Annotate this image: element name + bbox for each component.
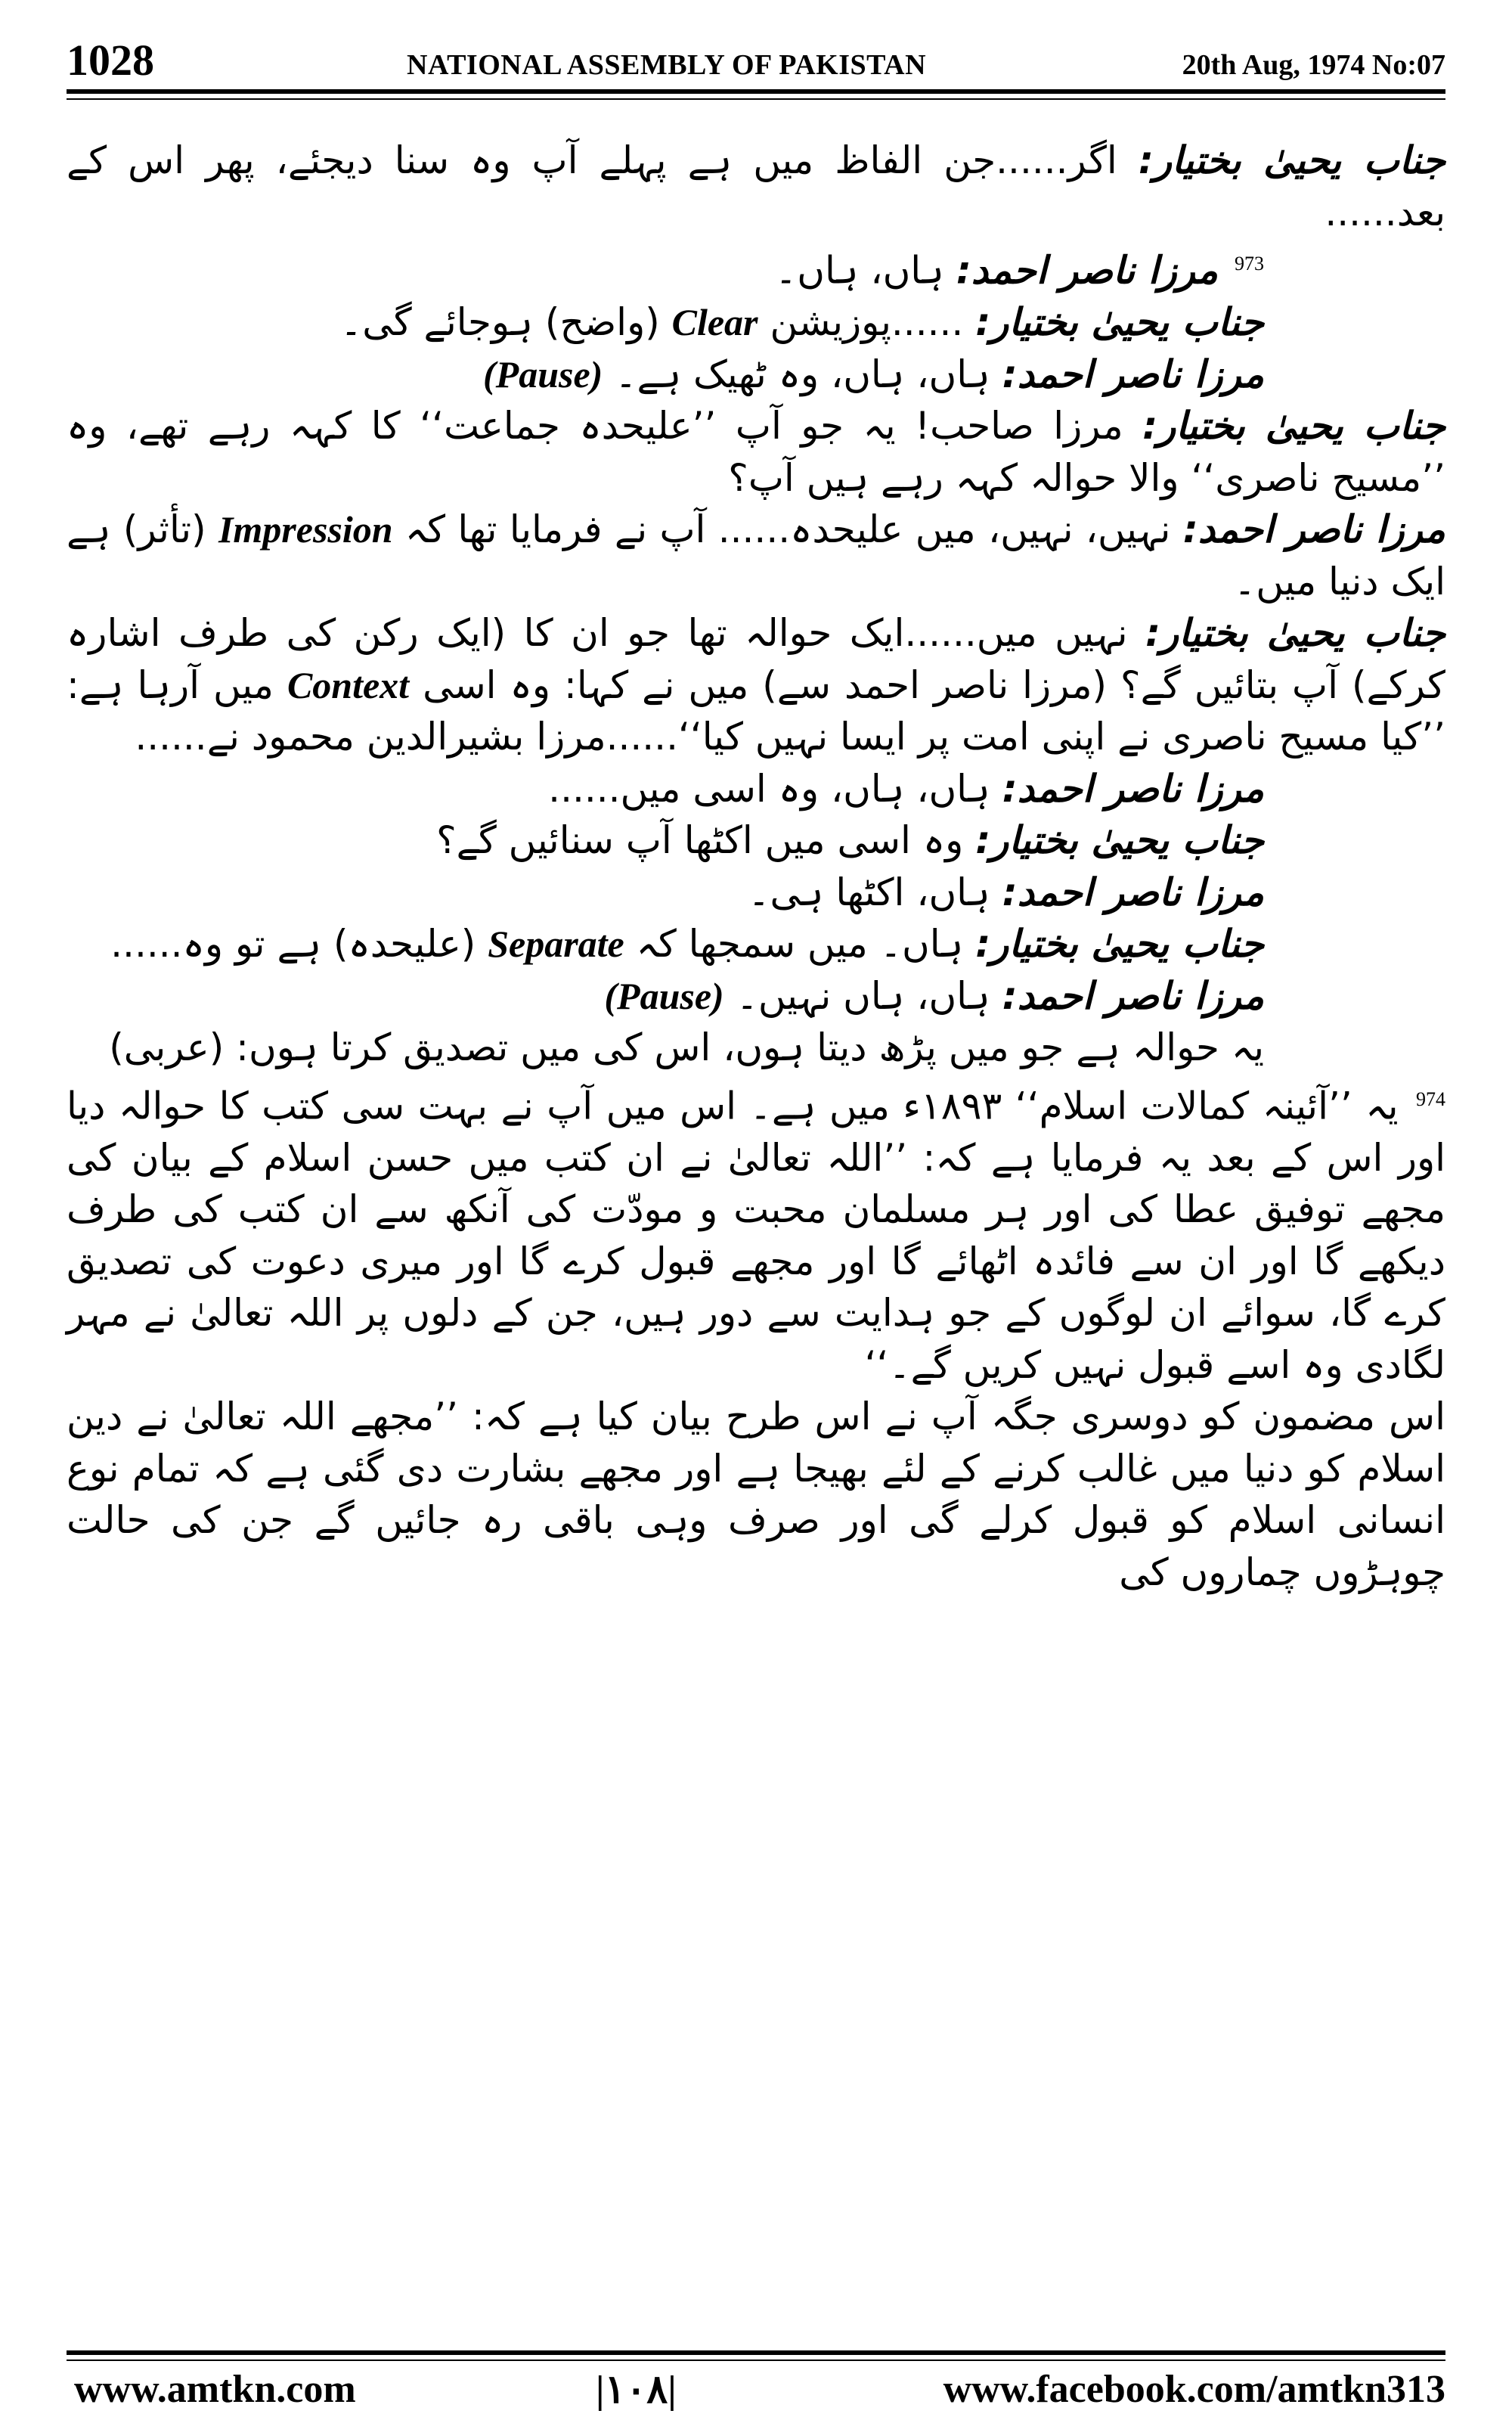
paragraph-text: یہ ’’آئینہ کمالات اسلام‘‘ ۱۸۹۳ء میں ہے۔ اس میں آپ نے بہت سی کتب کا حوالہ دیا اور اس کے بعد یہ فرمایا ہے کہ: ’’اللہ تعالیٰ نے ان کتب میں حسن اسلام کے بیان کی مجھے توفیق عطا کی اور ہر مسلمان محبت و مودّت کی آنکھ سے ان کتب کی طرف دیکھے گا اور ان سے فائدہ اٹھائے گا اور مجھے قبول کرے گا اور میری دعوت کی تصدیق کرے گا، سوائے ان لوگوں کے جو ہدایت سے دور ہیں، جن کے دلوں پر اللہ تعالیٰ نے مہر لگادی وہ اسے قبول نہیں کریں گے۔‘‘ — [67, 1084, 1445, 1387]
dialog-line-2 — [67, 238, 1445, 296]
website-link[interactable]: www.amtkn.com — [74, 2368, 356, 2411]
speaker-label: مرزا ناصر احمد: — [1002, 870, 1264, 914]
dialog-text: (علیحدہ) ہے تو وہ...... — [110, 922, 476, 966]
english-term: Clear — [671, 301, 758, 344]
dialog-line-9 — [67, 814, 1445, 867]
dialog-line-1 — [67, 135, 1445, 238]
footnote-marker: 974 — [1416, 1087, 1445, 1110]
header-date: 20th Aug, 1974 No:07 — [1182, 49, 1445, 81]
dialog-text: (تأثر) ہے ایک دنیا میں۔ — [67, 507, 1445, 603]
dialog-line-3 — [67, 296, 1445, 349]
speaker-label: مرزا ناصر احمد: — [956, 248, 1219, 293]
dialog-line-12 — [67, 970, 1445, 1022]
footer-rule — [67, 2350, 1445, 2361]
page-header — [67, 23, 1445, 91]
speaker-label: مرزا ناصر احمد: — [1002, 766, 1264, 811]
dialog-text: ہاں، ہاں، وہ ٹھیک ہے۔ — [615, 352, 990, 396]
dialog-line-4 — [67, 349, 1445, 401]
footnote-marker: 973 — [1235, 253, 1264, 275]
dialog-text: ہاں، ہاں نہیں۔ — [736, 973, 990, 1018]
speaker-label: مرزا ناصر احمد: — [1002, 973, 1264, 1018]
speaker-label: جناب یحییٰ بختیار: — [975, 300, 1264, 345]
paragraph-2 — [67, 1074, 1445, 1392]
dialog-text: میں آرہا ہے: ’’کیا مسیح ناصری نے اپنی امت پر ایسا نہیں کیا‘‘......مرزا بشیرالدین محمود نے...... — [67, 662, 1445, 759]
english-term: Separate — [488, 923, 624, 966]
dialog-line-5 — [67, 400, 1445, 504]
english-term: (Pause) — [604, 974, 724, 1017]
dialog-text: (واضح) ہوجائے گی۔ — [339, 300, 660, 345]
speaker-label: جناب یحییٰ بختیار: — [975, 922, 1264, 966]
dialog-text: ......پوزیشن — [770, 300, 964, 345]
dialog-text: وہ اسی میں اکٹھا آپ سنائیں گے؟ — [436, 818, 964, 863]
dialog-text: اگر......جن الفاظ میں ہے پہلے آپ وہ سنا دیجئے، پھر اس کے بعد...... — [67, 138, 1445, 234]
paragraph-3: اس مضمون کو دوسری جگہ آپ نے اس طرح بیان کیا ہے کہ: ’’مجھے اللہ تعالیٰ نے دین اسلام کو دنیا میں غالب کرنے کے لئے بھیجا ہے اور مجھے بشارت دی گئی ہے کہ تمام نوع انسانی اسلام کو قبول کرلے گی اور صرف وہی باقی رہ جائیں گے جن کی حالت چوہڑوں چماروں کی — [67, 1395, 1445, 1594]
facebook-link[interactable]: www.facebook.com/amtkn313 — [943, 2368, 1445, 2411]
dialog-line-10 — [67, 867, 1445, 919]
dialog-text: نہیں، نہیں، میں علیحدہ...... آپ نے فرمایا تھا کہ — [404, 507, 1171, 552]
page-footer — [67, 2367, 1445, 2412]
speaker-label: جناب یحییٰ بختیار: — [975, 818, 1264, 863]
english-term: (Pause) — [483, 352, 603, 396]
dialog-text: ہاں، ہاں۔ — [774, 248, 944, 293]
page-number: 1028 — [67, 36, 154, 85]
dialog-text: مرزا صاحب! یہ جو آپ ’’علیحدہ جماعت‘‘ کا کہہ رہے تھے، وہ ’’مسیح ناصری‘‘ والا حوالہ کہہ رہے ہیں آپ؟ — [67, 404, 1445, 500]
dialog-text: ہاں، ہاں، وہ اسی میں...... — [548, 766, 990, 811]
dialog-line-11 — [67, 918, 1445, 970]
speaker-label: مرزا ناصر احمد: — [1002, 352, 1264, 396]
urdu-page-number: |۱۰۸| — [596, 2369, 677, 2412]
dialog-text: ہاں، اکٹھا ہی۔ — [748, 870, 990, 914]
dialog-text: ہاں۔ میں سمجھا کہ — [636, 922, 964, 966]
english-term: Impression — [218, 508, 393, 551]
dialog-text: نہیں میں......ایک حوالہ تھا جو ان کا (ایک رکن کی طرف اشارہ کرکے) آپ بتائیں گے؟ (مرزا ناصر احمد سے) میں نے کہا: وہ اسی — [67, 611, 1445, 707]
dialog-line-7 — [67, 607, 1445, 763]
header-rule — [67, 89, 1445, 100]
speaker-label: جناب یحییٰ بختیار: — [1138, 138, 1445, 182]
page-body — [67, 135, 1445, 2350]
dialog-line-6 — [67, 504, 1445, 607]
header-title: NATIONAL ASSEMBLY OF PAKISTAN — [407, 49, 927, 81]
speaker-label: جناب یحییٰ بختیار: — [1145, 611, 1445, 656]
dialog-line-8 — [67, 763, 1445, 815]
speaker-label: جناب یحییٰ بختیار: — [1142, 404, 1445, 448]
english-term: Context — [287, 663, 410, 706]
speaker-label: مرزا ناصر احمد: — [1182, 507, 1445, 552]
paragraph-1: یہ حوالہ ہے جو میں پڑھ دیتا ہوں، اس کی میں تصدیق کرتا ہوں: (عربی) — [109, 1025, 1264, 1070]
